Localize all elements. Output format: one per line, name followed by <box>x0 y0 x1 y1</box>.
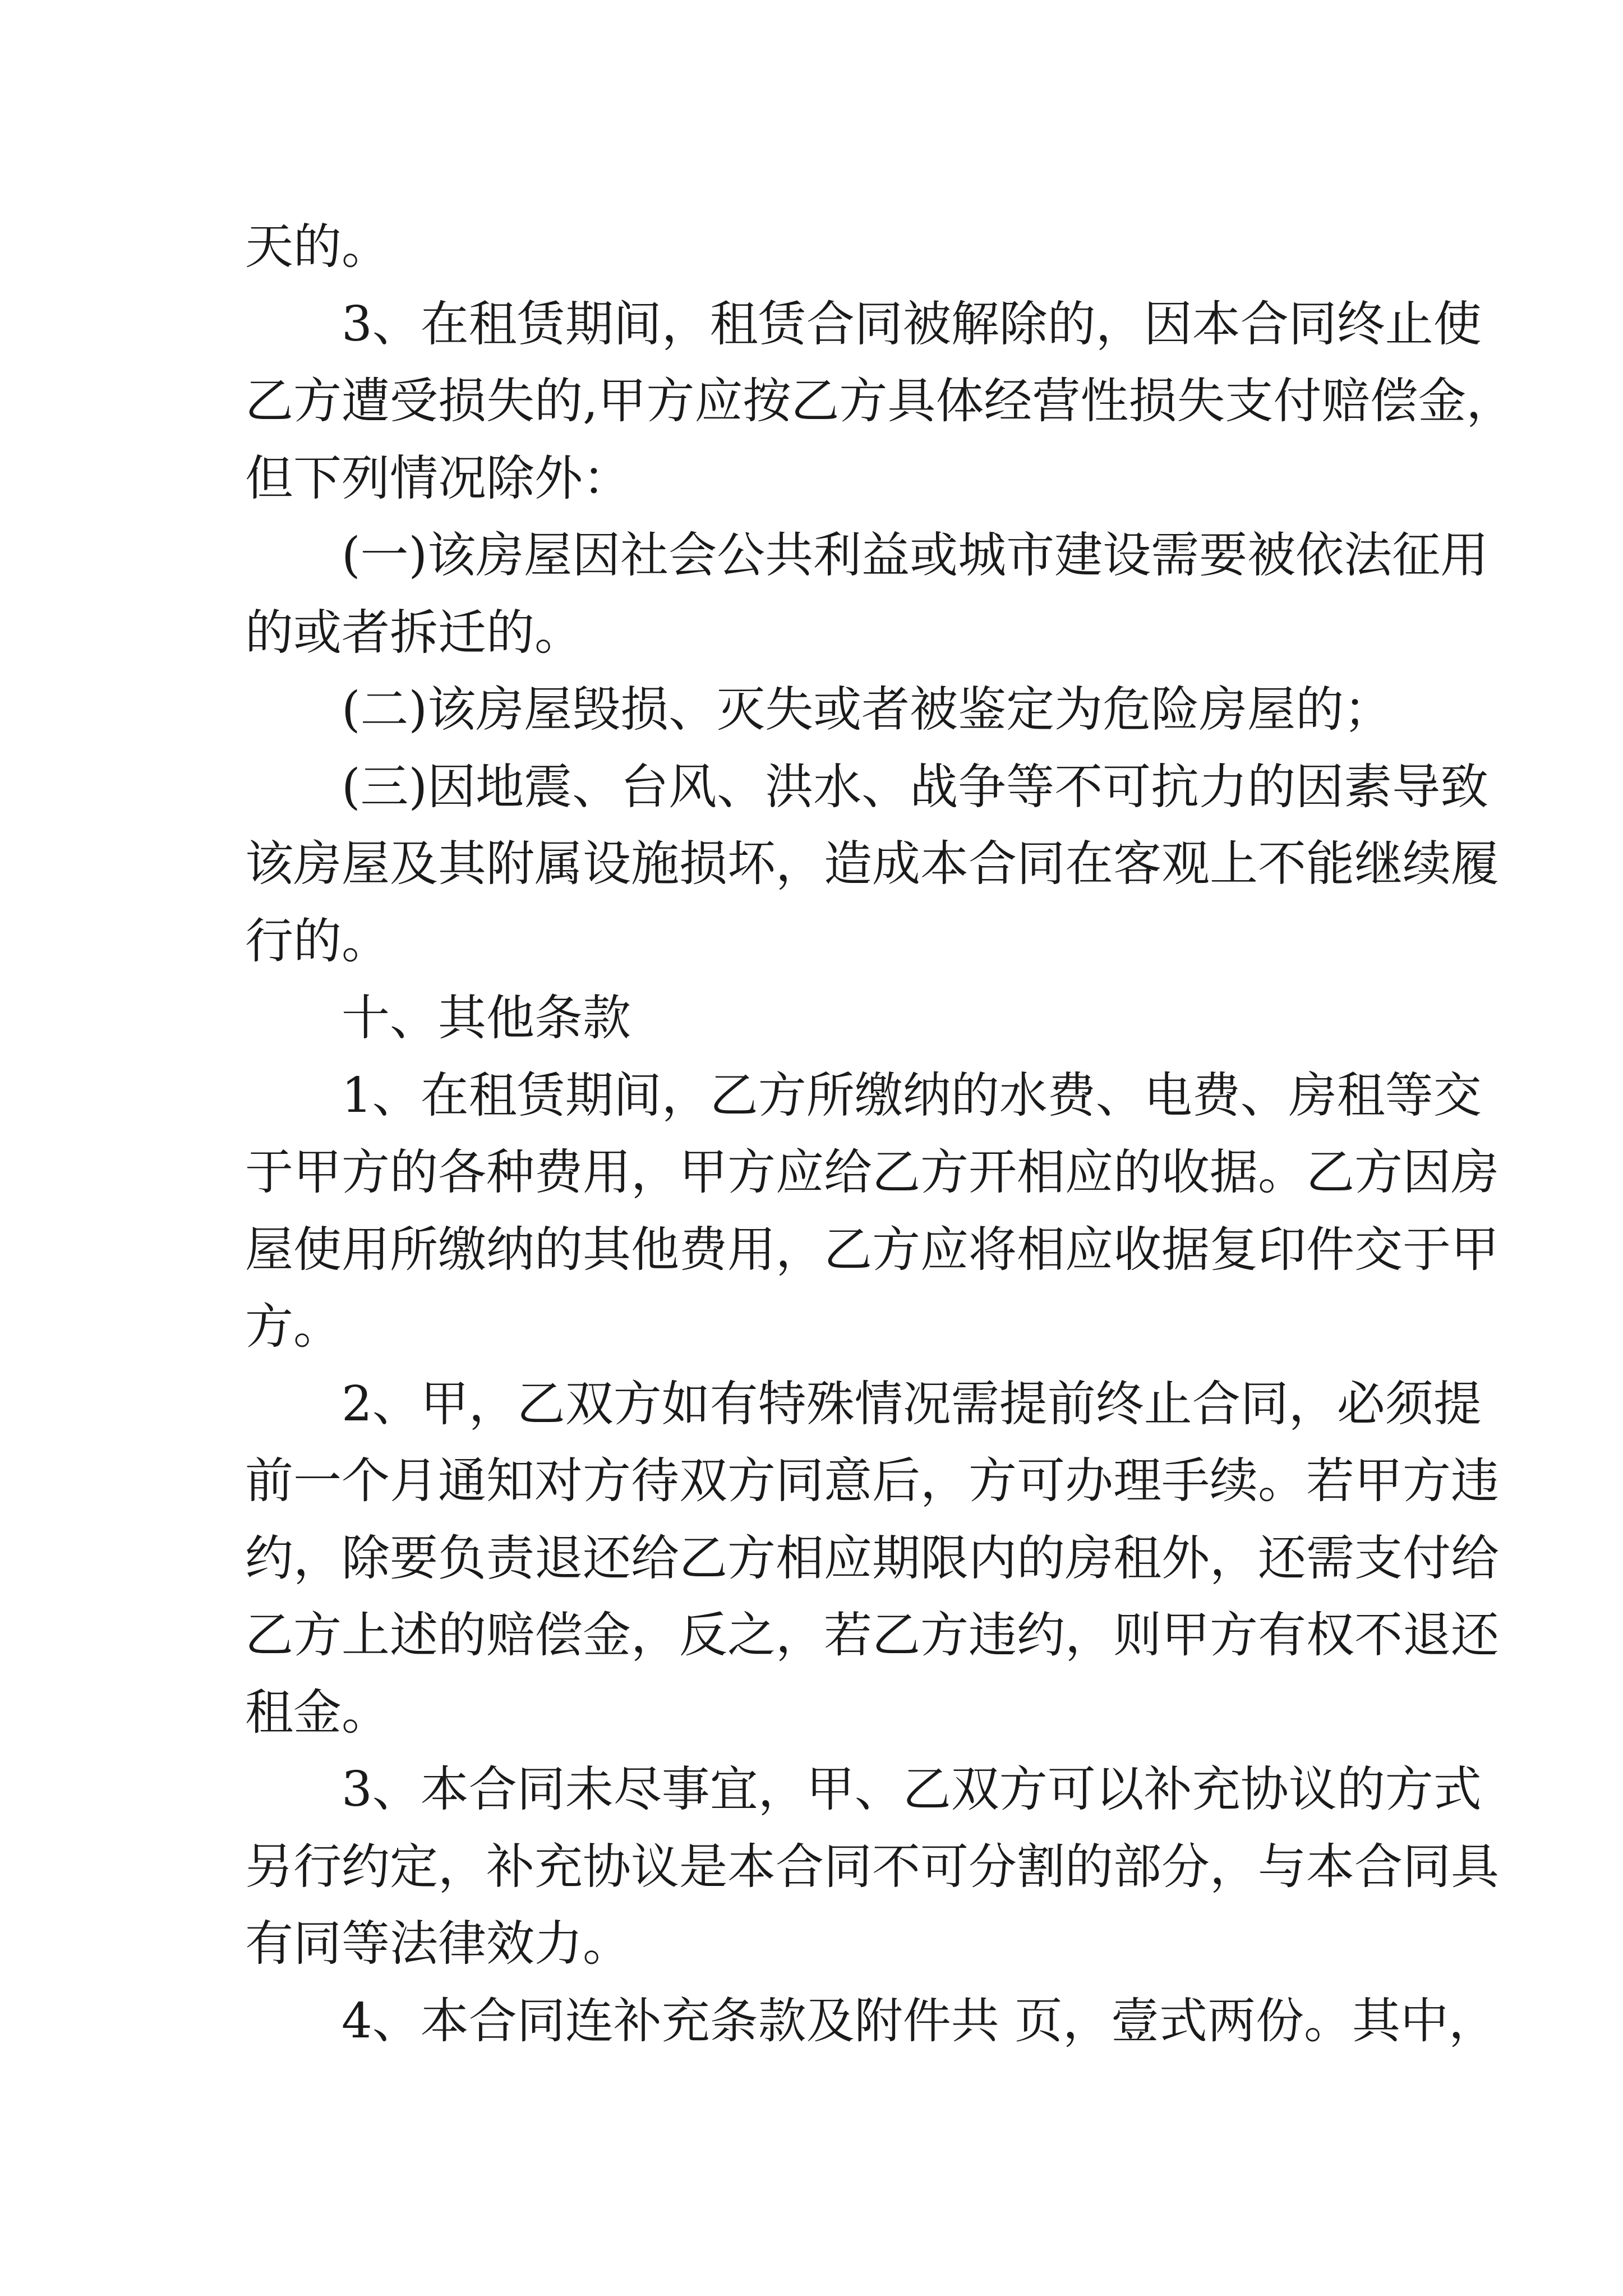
text-line: 于甲方的各种费用，甲方应给乙方开相应的收据。乙方因房 <box>245 1144 1499 1200</box>
text-line: 天的。 <box>245 219 390 275</box>
text-line: 前一个月通知对方待双方同意后，方可办理手续。若甲方违 <box>245 1453 1499 1509</box>
text-line: 该房屋及其附属设施损坏，造成本合同在客观上不能继续履 <box>245 836 1499 892</box>
text-line: 方。 <box>245 1299 342 1355</box>
text-line: 行的。 <box>245 913 390 969</box>
text-line: (三)因地震、台风、洪水、战争等不可抗力的因素导致 <box>342 758 1489 815</box>
text-line: 租金。 <box>245 1684 390 1741</box>
section-heading: 十、其他条款 <box>342 990 631 1046</box>
text-line: (一)该房屋因社会公共利益或城市建设需要被依法征用 <box>342 527 1489 583</box>
text-line: 2、甲，乙双方如有特殊情况需提前终止合同，必须提 <box>342 1375 1482 1432</box>
contract-text <box>245 209 1515 2060</box>
text-line: (二)该房屋毁损、灭失或者被鉴定为危险房屋的； <box>342 682 1393 738</box>
text-line: 3、本合同未尽事宜，甲、乙双方可以补充协议的方式 <box>342 1761 1482 1818</box>
text-line: 另行约定，补充协议是本合同不可分割的部分，与本合同具 <box>245 1838 1499 1895</box>
text-line: 屋使用所缴纳的其他费用，乙方应将相应收据复印件交于甲 <box>245 1221 1499 1278</box>
text-line: 4、本合同连补充条款及附件共 页，壹式两份。其中， <box>342 1993 1497 2049</box>
text-line: 的或者拆迁的。 <box>245 604 583 661</box>
text-line: 乙方上述的赔偿金，反之，若乙方违约，则甲方有权不退还 <box>245 1607 1499 1663</box>
text-line: 但下列情况除外： <box>245 450 631 507</box>
text-line: 3、在租赁期间，租赁合同被解除的，因本合同终止使 <box>342 296 1482 352</box>
text-line: 1、在租赁期间，乙方所缴纳的水费、电费、房租等交 <box>342 1067 1482 1124</box>
text-line: 有同等法律效力。 <box>245 1916 631 1972</box>
text-line: 乙方遭受损失的,甲方应按乙方具体经营性损失支付赔偿金， <box>245 373 1515 429</box>
text-line: 约，除要负责退还给乙方相应期限内的房租外，还需支付给 <box>245 1530 1499 1586</box>
